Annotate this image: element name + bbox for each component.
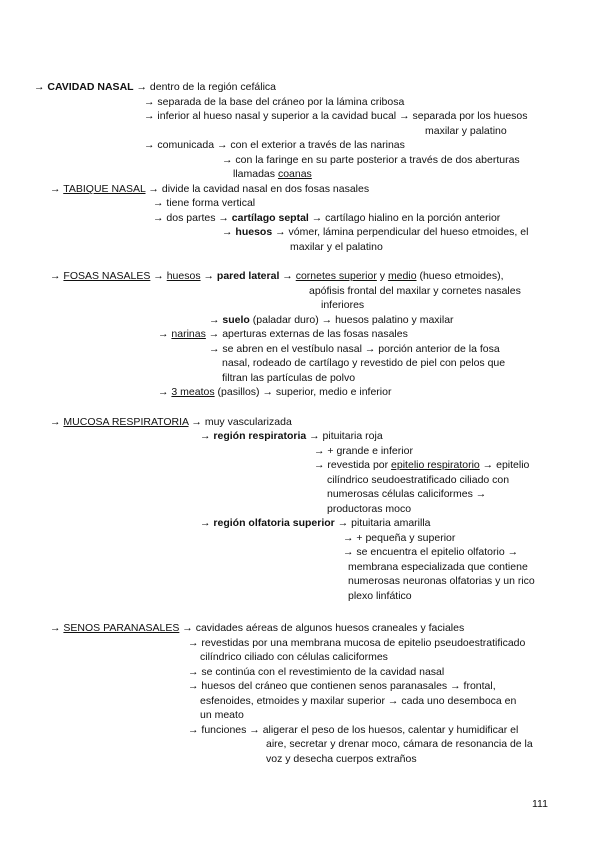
text-line: → región olfatoria superior → pituitaria amarilla	[200, 517, 431, 529]
senos-heading: SENOS PARANASALES	[63, 622, 180, 634]
text-line: → narinas → aperturas externas de las fosas nasales	[158, 328, 408, 340]
text-line: aire, secretar y drenar moco, cámara de resonancia de la	[266, 738, 533, 750]
coanas-term: coanas	[277, 168, 312, 180]
text-line: nasal, rodeado de cartílago y revestido de piel con pelos que	[222, 357, 506, 369]
text-line: cilíndrico ciliado con células caliciformes	[200, 651, 388, 663]
text-line: → región respiratoria → pituitaria roja	[200, 430, 383, 442]
tabique-nasal-line: → TABIQUE NASAL → divide la cavidad nasal en dos fosas nasales	[50, 183, 370, 195]
text-line: filtran las partículas de polvo	[222, 372, 356, 384]
text-line: → funciones → aligerar el peso de los huesos, calentar y humidificar el	[188, 724, 519, 736]
fosas-nasales-line: → FOSAS NASALES → huesos → pared lateral → cornetes superior y medio (hueso etmoides),	[50, 270, 504, 282]
text-line: → inferior al hueso nasal y superior a la cavidad bucal → separada por los huesos	[144, 110, 528, 122]
text-line: → huesos → vómer, lámina perpendicular del hueso etmoides, el	[222, 226, 529, 238]
text-line: maxilar y palatino	[425, 125, 507, 137]
text-line: → dos partes → cartílago septal → cartílago hialino en la porción anterior	[153, 212, 501, 224]
text-line: cilíndrico seudoestratificado ciliado con	[327, 474, 510, 486]
text-line: apófisis frontal del maxilar y cornetes nasales	[309, 285, 521, 297]
tabique-nasal-heading: TABIQUE NASAL	[63, 183, 146, 195]
text-line: maxilar y el palatino	[290, 241, 383, 253]
cavidad-nasal-heading: CAVIDAD NASAL	[47, 81, 134, 93]
text-line: → comunicada → con el exterior a través de las narinas	[144, 139, 405, 151]
text-line: → + pequeña y superior	[343, 532, 456, 544]
text-line: llamadas coanas	[233, 168, 312, 180]
senos-line: → SENOS PARANASALES → cavidades aéreas de algunos huesos craneales y faciales	[50, 622, 465, 634]
text-line: → con la faringe en su parte posterior a través de dos aberturas	[222, 154, 520, 166]
text-line: un meato	[200, 709, 244, 721]
text-line: → se continúa con el revestimiento de la cavidad nasal	[188, 666, 445, 678]
text-line: → se abren en el vestíbulo nasal → porción anterior de la fosa	[209, 343, 500, 355]
text-line: → revestida por epitelio respiratorio → epitelio	[314, 459, 530, 471]
text-line: esfenoides, etmoides y maxilar superior → cada uno desemboca en	[200, 695, 517, 707]
text-line: inferiores	[321, 299, 365, 311]
text-line: → 3 meatos (pasillos) → superior, medio e inferior	[158, 386, 392, 398]
text-line: → + grande e inferior	[314, 445, 413, 457]
text-line: → revestidas por una membrana mucosa de epitelio pseudoestratificado	[188, 637, 526, 649]
text-line: numerosas neuronas olfatorias y un rico	[348, 575, 535, 587]
text-line: plexo linfático	[348, 590, 412, 602]
text-line: productoras moco	[327, 503, 412, 515]
page-number: 111	[532, 798, 548, 810]
text-line: → suelo (paladar duro) → huesos palatino y maxilar	[209, 314, 454, 326]
fosas-nasales-heading: FOSAS NASALES	[63, 270, 151, 282]
mucosa-heading: MUCOSA RESPIRATORIA	[63, 416, 189, 428]
cavidad-nasal-line: → CAVIDAD NASAL → dentro de la región cefálica	[34, 81, 276, 93]
text-line: voz y desecha cuerpos extraños	[266, 753, 417, 765]
text-line: numerosas células caliciformes →	[327, 488, 487, 500]
text-line: → separada de la base del cráneo por la lámina cribosa	[144, 96, 405, 108]
mucosa-line: → MUCOSA RESPIRATORIA → muy vascularizada	[50, 416, 292, 428]
text-line: membrana especializada que contiene	[348, 561, 528, 573]
text-line: → se encuentra el epitelio olfatorio →	[343, 546, 519, 558]
text-line: → tiene forma vertical	[153, 197, 256, 209]
text-line: → huesos del cráneo que contienen senos paranasales → frontal,	[188, 680, 496, 692]
